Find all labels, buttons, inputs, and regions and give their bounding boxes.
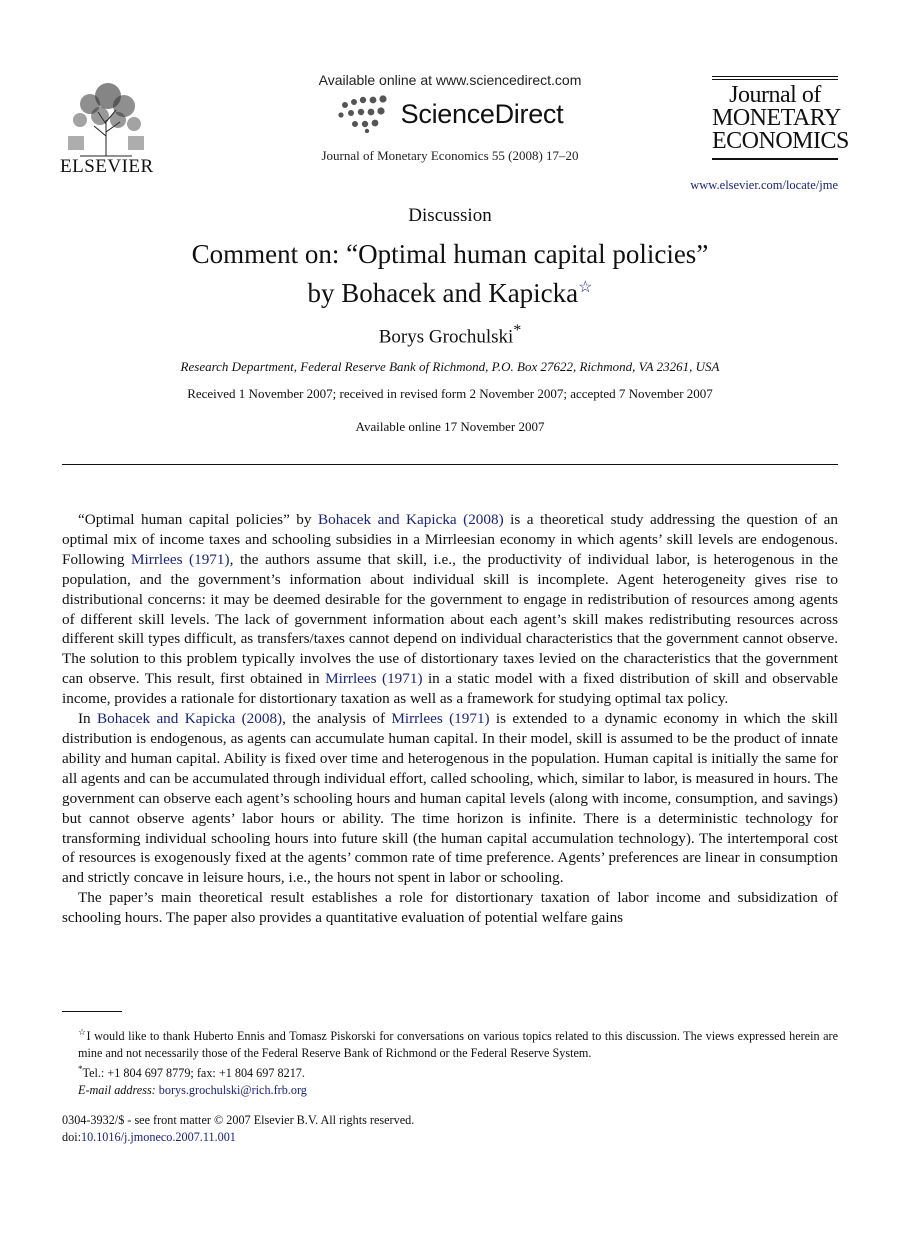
citation-link-bohacek-kapicka[interactable]: Bohacek and Kapicka (2008) bbox=[318, 511, 504, 528]
journal-logo-line: Journal of bbox=[729, 82, 821, 108]
available-online-date: Available online 17 November 2007 bbox=[355, 419, 545, 434]
paragraph-3: The paper’s main theoretical result establishes a role for distortionary taxation of labor income and subsidization of schooling hours. The paper also provides a quantitative evaluation of potential welfare gains bbox=[62, 889, 838, 927]
journal-logo bbox=[712, 76, 849, 160]
citation-link-mirrlees[interactable]: Mirrlees (1971) bbox=[131, 550, 230, 568]
page-header bbox=[0, 0, 907, 200]
publisher-name: ELSEVIER bbox=[60, 156, 154, 177]
doi-link[interactable]: 10.1016/j.jmoneco.2007.11.001 bbox=[80, 1129, 236, 1144]
footnote-acknowledgment: ☆I would like to thank Huberto Ennis and Tomasz Piskorski for conversations on various topics related to this discussion. The views expressed herein are mine and not necessarily those of the Federal Reserve Bank of Richmond or the Federal Reserve System. bbox=[78, 1027, 838, 1060]
article-history: Received 1 November 2007; received in revised form 2 November 2007; accepted 7 November 2007 bbox=[187, 386, 713, 401]
sciencedirect-block bbox=[260, 72, 640, 164]
sciencedirect-wordmark: ScienceDirect bbox=[400, 98, 564, 129]
title-footnote-star[interactable]: ☆ bbox=[578, 279, 593, 296]
author-name: Borys Grochulski* bbox=[378, 322, 522, 348]
journal-logo-rule-bottom bbox=[712, 159, 838, 160]
title-line-2: by Bohacek and Kapicka☆ bbox=[307, 278, 593, 308]
title-line-1: Comment on: “Optimal human capital policies” bbox=[191, 239, 709, 269]
issn-line: 0304-3932/$ - see front matter © 2007 Elsevier B.V. All rights reserved. bbox=[62, 1113, 415, 1127]
footnote-contact: *Tel.: +1 804 697 8779; fax: +1 804 697 8217. bbox=[78, 1064, 305, 1081]
sciencedirect-dots-icon bbox=[337, 95, 393, 133]
article-title bbox=[0, 238, 900, 310]
article-body bbox=[62, 510, 838, 928]
citation-link-bohacek-kapicka[interactable]: Bohacek and Kapicka (2008) bbox=[96, 710, 283, 728]
citation-link-mirrlees[interactable]: Mirrlees (1971) bbox=[325, 670, 423, 688]
header-divider bbox=[62, 464, 838, 465]
journal-logo-rule-top bbox=[712, 76, 838, 77]
doi-line: doi:10.1016/j.jmoneco.2007.11.001 bbox=[62, 1129, 236, 1144]
paragraph-1: “Optimal human capital policies” by Bohacek and Kapicka (2008) is a theoretical study addressing the question of an optimal mix of income taxes and schooling subsidies in a Mirrleesian economy in which agents’ skill levels are endogenous. Following Mirrlees (1971), the authors assume that skill, i.e., the productivity of individual labor, is heterogenous in the population, and the government’s information about individual skill is incomplete. Agent heterogeneity gives rise to distributional concerns: it may be deemed desirable for the government to engage in redistribution of resources among agents of different skill levels. The lack of government information about each agent’s skill makes redistributing resources across different skill types difficult, as transfers/taxes cannot depend on individual characteristics that the government cannot observe. The solution to this problem typically involves the use of distortionary taxes levied on the characteristics that the government can observe. This result, first obtained in Mirrlees (1971) in a static model with a fixed distribution of skill and observable income, provides a rationale for distortionary taxation as well as a framework for studying optimal tax policy. bbox=[62, 511, 839, 708]
email-link[interactable]: borys.grochulski@rich.frb.org bbox=[158, 1082, 307, 1097]
elsevier-logo bbox=[60, 76, 152, 178]
section-label: Discussion bbox=[408, 205, 492, 226]
footnote-divider bbox=[62, 1011, 122, 1012]
citation-link-mirrlees[interactable]: Mirrlees (1971) bbox=[391, 710, 490, 728]
footnotes bbox=[62, 1024, 838, 1098]
sciencedirect-logo bbox=[260, 94, 640, 134]
journal-citation: Journal of Monetary Economics 55 (2008) 17–20 bbox=[321, 148, 579, 163]
author-footnote-mark[interactable]: * bbox=[513, 322, 522, 339]
article-identifiers bbox=[62, 1112, 662, 1145]
journal-url-link[interactable]: www.elsevier.com/locate/jme bbox=[690, 178, 838, 192]
elsevier-tree-icon bbox=[60, 76, 152, 158]
journal-logo-line: ECONOMICS bbox=[712, 128, 849, 154]
journal-logo-text bbox=[712, 80, 849, 156]
paragraph-2: In Bohacek and Kapicka (2008), the analysis of Mirrlees (1971) is extended to a dynamic economy in which the skill distribution is endogenous, as agents can accumulate human capital. In their model, skill is assumed to be the product of innate ability and human capital. Ability is fixed over time and heterogenous in the population. Human capital is initially the same for all agents and can be accumulated through individual effort, called schooling, which, similar to labor, is measured in hours. The government can observe each agent’s schooling hours and human capital levels (along with income, consumption, and savings) but cannot observe agents’ labor hours or ability. The time horizon is infinite. There is a deterministic technology for transforming individual schooling hours into future skill (the human capital accumulation technology). The intertemporal cost of resources is exogenously fixed at the agents’ common rate of time preference. Agents’ preferences are linear in consumption and strictly concave in leisure hours, i.e., the hours not spent in labor or schooling. bbox=[62, 710, 838, 887]
available-online-line: Available online at www.sciencedirect.com bbox=[318, 72, 582, 88]
journal-logo-line: MONETARY bbox=[712, 105, 841, 131]
author-affiliation: Research Department, Federal Reserve Bank of Richmond, P.O. Box 27622, Richmond, VA 23261, USA bbox=[180, 359, 720, 374]
footnote-email: E-mail address: borys.grochulski@rich.frb.org bbox=[78, 1082, 307, 1097]
